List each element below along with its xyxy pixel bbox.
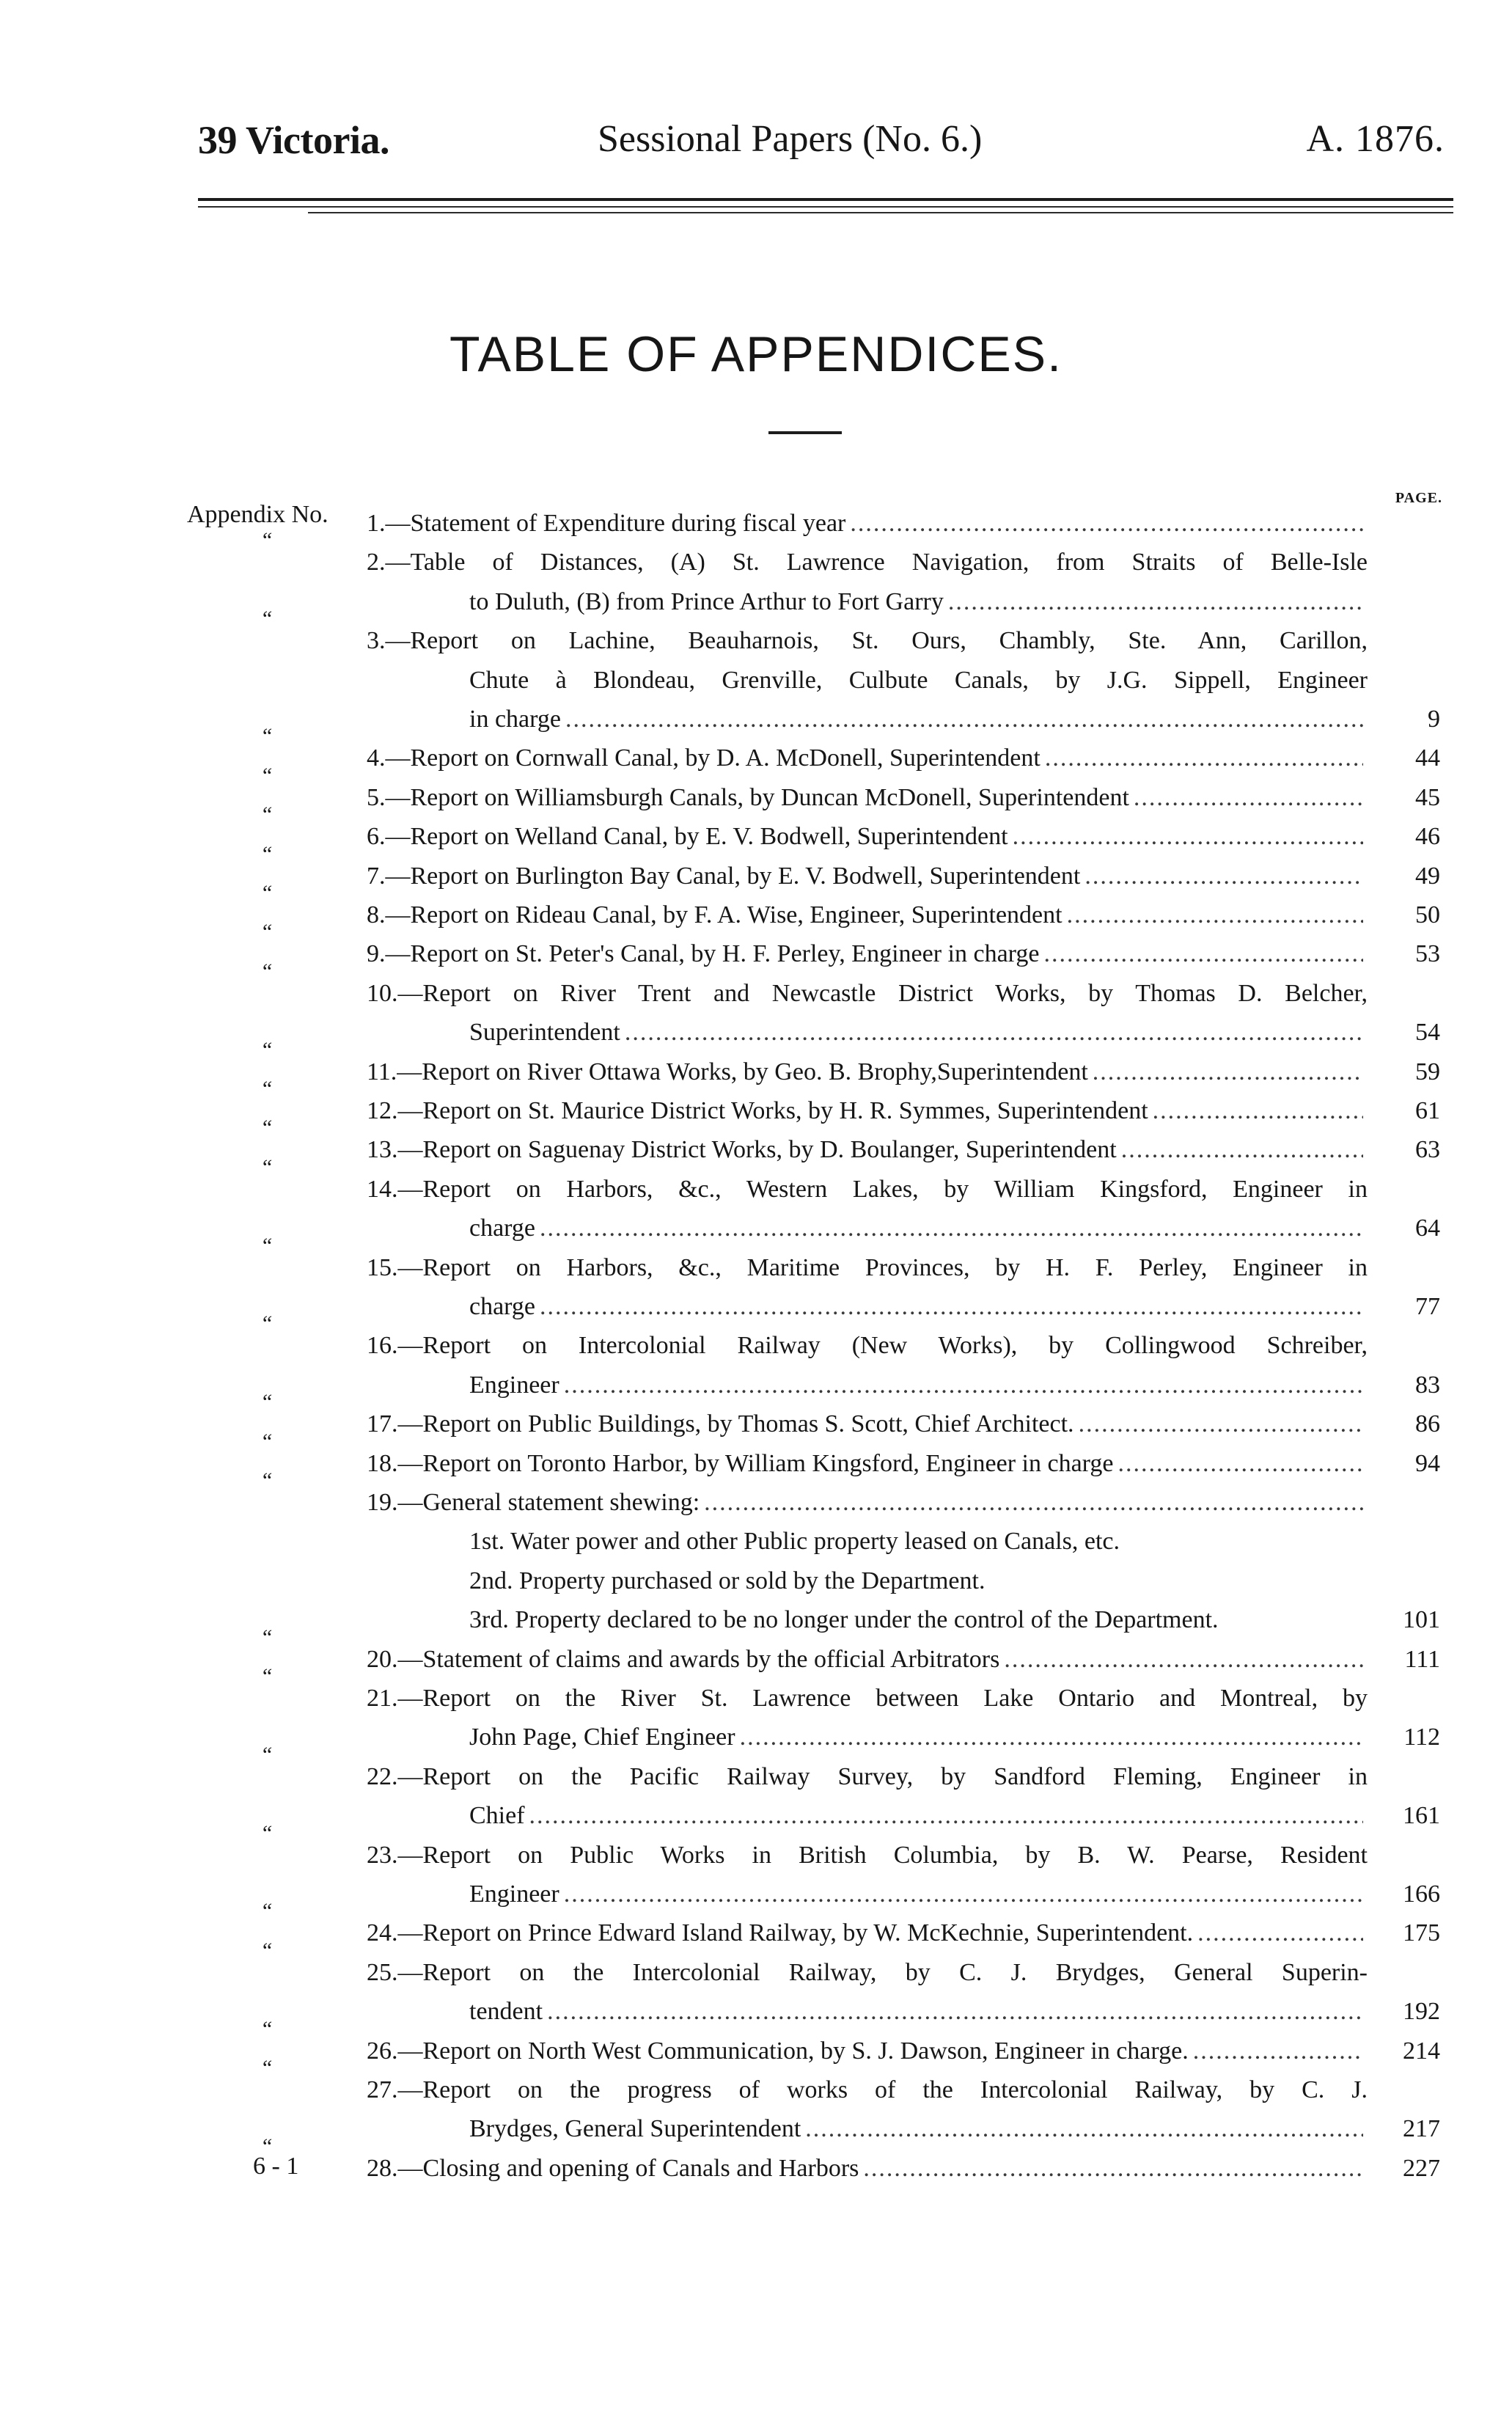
appendix-entry: [367, 2037, 1368, 2076]
ditto-mark: “: [260, 528, 273, 553]
appendix-entry: [367, 1332, 1368, 1370]
entry-text: 23.—Report on Public Works in British Columbia, by B. W. Pearse, Resident: [367, 1841, 1368, 1869]
dot-leader: [863, 2155, 1363, 2183]
entry-text: 14.—Report on Harbors, &c., Western Lakes, by William Kingsford, Engineer in: [367, 1175, 1368, 1203]
entry-text: in charge: [469, 706, 561, 733]
ditto-mark: “: [260, 2016, 273, 2041]
page-number: 112: [1403, 1724, 1440, 1751]
appendix-entry-continuation: [469, 1019, 1368, 1057]
entry-text: 20.—Statement of claims and awards by the official Arbitrators: [367, 1645, 1000, 1673]
page-number: 61: [1415, 1097, 1440, 1124]
page-number: 175: [1403, 1919, 1440, 1947]
entry-text: 1.—Statement of Expenditure during fiscal year: [367, 510, 846, 537]
page-number: 166: [1403, 1880, 1440, 1908]
page-number: 49: [1415, 862, 1440, 890]
ditto-mark: “: [260, 959, 273, 984]
page-number: 94: [1415, 1449, 1440, 1477]
appendix-entry: [367, 510, 1368, 548]
dot-leader: [1085, 862, 1363, 890]
entry-text: 1st. Water power and other Public property leased on Canals, etc.: [469, 1528, 1120, 1556]
dot-leader: [1067, 901, 1363, 929]
signature-mark: 6 - 1: [253, 2153, 299, 2180]
appendix-entry-continuation: [469, 1371, 1368, 1410]
entry-text: 19.—General statement shewing:: [367, 1489, 700, 1516]
ditto-mark: “: [260, 1037, 273, 1062]
entry-text: 7.—Report on Burlington Bay Canal, by E. V. Bodwell, Superintendent: [367, 862, 1081, 890]
dot-leader: [625, 1019, 1363, 1047]
ditto-mark: “: [260, 1311, 273, 1336]
dot-leader: [1013, 823, 1363, 851]
page-number: 161: [1403, 1802, 1440, 1830]
page-number: 50: [1415, 901, 1440, 929]
entry-text: Chute à Blondeau, Grenville, Culbute Canals, by J.G. Sippell, Engineer: [469, 666, 1368, 694]
dot-leader: [540, 1293, 1363, 1321]
dot-leader: [1045, 744, 1363, 772]
entry-text: 25.—Report on the Intercolonial Railway, by C. J. Brydges, General Superin-: [367, 1958, 1368, 1986]
appendix-entry-continuation: [469, 667, 1368, 705]
ditto-mark: “: [260, 1468, 273, 1492]
entry-text: 22.—Report on the Pacific Railway Survey, by Sandford Fleming, Engineer in: [367, 1762, 1368, 1790]
ditto-mark: “: [260, 1899, 273, 1924]
dot-leader: [1121, 1136, 1363, 1164]
page-number: 46: [1415, 823, 1440, 851]
page-number: 45: [1415, 783, 1440, 811]
dot-leader: [1193, 2037, 1363, 2065]
ditto-mark: “: [260, 920, 273, 945]
entry-text: 5.—Report on Williamsburgh Canals, by Duncan McDonell, Superintendent: [367, 783, 1129, 811]
page-number: 59: [1415, 1058, 1440, 1085]
appendix-entry-continuation: [469, 1293, 1368, 1331]
ditto-mark: “: [260, 1233, 273, 1258]
page-number: 101: [1403, 1606, 1440, 1634]
dot-leader: [1004, 1646, 1363, 1674]
ditto-mark: “: [260, 1154, 273, 1179]
entry-text: 3rd. Property declared to be no longer under the control of the Department.: [469, 1606, 1219, 1634]
dot-leader: [704, 1489, 1363, 1517]
entry-text: charge: [469, 1293, 535, 1320]
entry-text: 26.—Report on North West Communication, by S. J. Dawson, Engineer in charge.: [367, 2037, 1189, 2065]
ditto-mark: “: [260, 1664, 273, 1688]
entry-text: 8.—Report on Rideau Canal, by F. A. Wise, Engineer, Superintendent: [367, 901, 1063, 929]
appendix-entry-continuation: [469, 1724, 1368, 1762]
dot-leader: [948, 588, 1363, 616]
ditto-mark: “: [260, 763, 273, 788]
ditto-mark: “: [260, 1625, 273, 1649]
entry-text: to Duluth, (B) from Prince Arthur to Fort Garry: [469, 587, 944, 615]
appendix-entry: [367, 549, 1368, 587]
ditto-mark: “: [260, 1429, 273, 1454]
appendix-entry: [367, 862, 1368, 901]
ditto-mark: “: [260, 1077, 273, 1101]
page-number: 77: [1415, 1293, 1440, 1320]
appendix-entry: [367, 1646, 1368, 1684]
dot-leader: [564, 1880, 1363, 1908]
entry-text: tendent: [469, 1998, 543, 2026]
appendix-entry-continuation: [469, 2115, 1368, 2153]
page-number: 63: [1415, 1136, 1440, 1164]
entry-text: Engineer: [469, 1371, 559, 1399]
dot-leader: [1118, 1450, 1363, 1478]
entry-text: 24.—Report on Prince Edward Island Railway, by W. McKechnie, Superintendent.: [367, 1919, 1194, 1947]
appendix-entry: [367, 1919, 1368, 1957]
appendix-entry: [367, 1489, 1368, 1527]
appendix-entry-continuation: [469, 1528, 1368, 1566]
header-series: Sessional Papers (No. 6.): [598, 118, 983, 160]
entry-text: 6.—Report on Welland Canal, by E. V. Bodwell, Superintendent: [367, 823, 1008, 851]
page-number: 86: [1415, 1410, 1440, 1438]
entry-text: 2.—Table of Distances, (A) St. Lawrence Navigation, from Straits of Belle-Isle: [367, 549, 1368, 576]
entry-text: 9.—Report on St. Peter's Canal, by H. F. Perley, Engineer in charge: [367, 940, 1040, 968]
appendix-entry: [367, 2155, 1368, 2193]
page-title: TABLE OF APPENDICES.: [449, 326, 1063, 382]
appendix-entry: [367, 940, 1368, 978]
appendix-entry: [367, 1058, 1368, 1096]
page-column-label: PAGE.: [1395, 490, 1442, 506]
appendix-entry: [367, 1254, 1368, 1292]
appendix-entry: [367, 2076, 1368, 2114]
dot-leader: [564, 1371, 1363, 1399]
page-number: 83: [1415, 1371, 1440, 1399]
entry-text: 27.—Report on the progress of works of the Intercolonial Railway, by C. J.: [367, 2076, 1368, 2103]
entry-text: 18.—Report on Toronto Harbor, by William Kingsford, Engineer in charge: [367, 1449, 1114, 1477]
entry-text: 12.—Report on St. Maurice District Works, by H. R. Symmes, Superintendent: [367, 1097, 1148, 1124]
entry-text: 11.—Report on River Ottawa Works, by Geo. B. Brophy,Superintendent: [367, 1058, 1088, 1085]
page-number: 53: [1415, 940, 1440, 968]
entry-text: 28.—Closing and opening of Canals and Harbors: [367, 2154, 859, 2182]
ditto-mark: “: [260, 1116, 273, 1140]
appendix-entry: [367, 1450, 1368, 1488]
appendix-entry: [367, 1097, 1368, 1135]
appendix-entry: [367, 901, 1368, 940]
page-number: 44: [1415, 744, 1440, 772]
dot-leader: [547, 1998, 1363, 2026]
appendix-column-label: Appendix No.: [187, 501, 329, 528]
dot-leader: [1134, 784, 1363, 812]
page-number: 9: [1428, 706, 1440, 733]
entry-text: charge: [469, 1215, 535, 1242]
entry-text: 16.—Report on Intercolonial Railway (New Works), by Collingwood Schreiber,: [367, 1332, 1368, 1360]
ditto-mark: “: [260, 881, 273, 905]
entry-text: 4.—Report on Cornwall Canal, by D. A. McDonell, Superintendent: [367, 744, 1041, 772]
appendix-entry: [367, 1763, 1368, 1801]
ditto-mark: “: [260, 1820, 273, 1845]
entry-text: 21.—Report on the River St. Lawrence between Lake Ontario and Montreal, by: [367, 1685, 1368, 1712]
page-number: 214: [1403, 2037, 1440, 2065]
appendix-entry-continuation: [469, 706, 1368, 744]
entry-text: 3.—Report on Lachine, Beauharnois, St. Ours, Chambly, Ste. Ann, Carillon,: [367, 627, 1368, 655]
entry-text: 10.—Report on River Trent and Newcastle District Works, by Thomas D. Belcher,: [367, 979, 1368, 1007]
page-number: 217: [1403, 2115, 1440, 2143]
entry-text: 15.—Report on Harbors, &c., Maritime Provinces, by H. F. Perley, Engineer in: [367, 1253, 1368, 1281]
appendix-entry: [367, 1136, 1368, 1174]
appendix-entry-continuation: [469, 1606, 1368, 1644]
appendix-entry-continuation: [469, 1215, 1368, 1253]
dot-leader: [540, 1215, 1363, 1242]
page-number: 64: [1415, 1215, 1440, 1242]
appendix-entry: [367, 980, 1368, 1018]
appendix-entry: [367, 744, 1368, 783]
entry-text: Chief: [469, 1802, 525, 1830]
entry-text: Brydges, General Superintendent: [469, 2115, 801, 2143]
appendix-entry-continuation: [469, 1802, 1368, 1840]
ditto-mark: “: [260, 2056, 273, 2080]
dot-leader: [740, 1724, 1363, 1751]
appendix-entry: [367, 823, 1368, 861]
dot-leader: [1043, 940, 1363, 968]
dot-leader: [1079, 1410, 1363, 1438]
page-number: 111: [1404, 1645, 1440, 1673]
ditto-mark: “: [260, 2134, 273, 2158]
appendix-entry: [367, 784, 1368, 822]
dot-leader: [1093, 1058, 1363, 1086]
entry-text: 17.—Report on Public Buildings, by Thomas S. Scott, Chief Architect.: [367, 1410, 1074, 1438]
header-volume: 39 Victoria.: [198, 118, 389, 162]
appendix-entry: [367, 1176, 1368, 1214]
appendix-entry: [367, 1685, 1368, 1723]
dot-leader: [850, 510, 1363, 538]
header-year: A. 1876.: [1306, 118, 1445, 160]
dot-leader: [805, 2115, 1363, 2143]
entry-text: 2nd. Property purchased or sold by the Department.: [469, 1567, 986, 1594]
ditto-mark: “: [260, 841, 273, 866]
appendix-entry: [367, 1410, 1368, 1448]
entry-text: 13.—Report on Saguenay District Works, by D. Boulanger, Superintendent: [367, 1136, 1117, 1164]
ditto-mark: “: [260, 1390, 273, 1415]
ditto-mark: “: [260, 802, 273, 827]
page-number: 192: [1403, 1998, 1440, 2026]
ditto-mark: “: [260, 1938, 273, 1963]
appendix-entry: [367, 627, 1368, 665]
dot-leader: [1197, 1919, 1363, 1947]
entry-text: Superintendent: [469, 1019, 620, 1047]
entry-text: John Page, Chief Engineer: [469, 1724, 735, 1751]
dot-leader: [565, 706, 1363, 733]
ditto-mark: “: [260, 1742, 273, 1767]
appendix-entry: [367, 1842, 1368, 1880]
page-number: 227: [1403, 2154, 1440, 2182]
appendix-entry: [367, 1959, 1368, 1997]
dot-leader: [1153, 1097, 1363, 1125]
dot-leader: [529, 1802, 1363, 1830]
page-number: 54: [1415, 1019, 1440, 1047]
ditto-mark: “: [260, 724, 273, 749]
appendix-entry-continuation: [469, 588, 1368, 626]
appendix-entry-continuation: [469, 1567, 1368, 1605]
appendix-entry-continuation: [469, 1880, 1368, 1919]
appendix-entry-continuation: [469, 1998, 1368, 2036]
entry-text: Engineer: [469, 1880, 559, 1908]
ditto-mark: “: [260, 607, 273, 631]
